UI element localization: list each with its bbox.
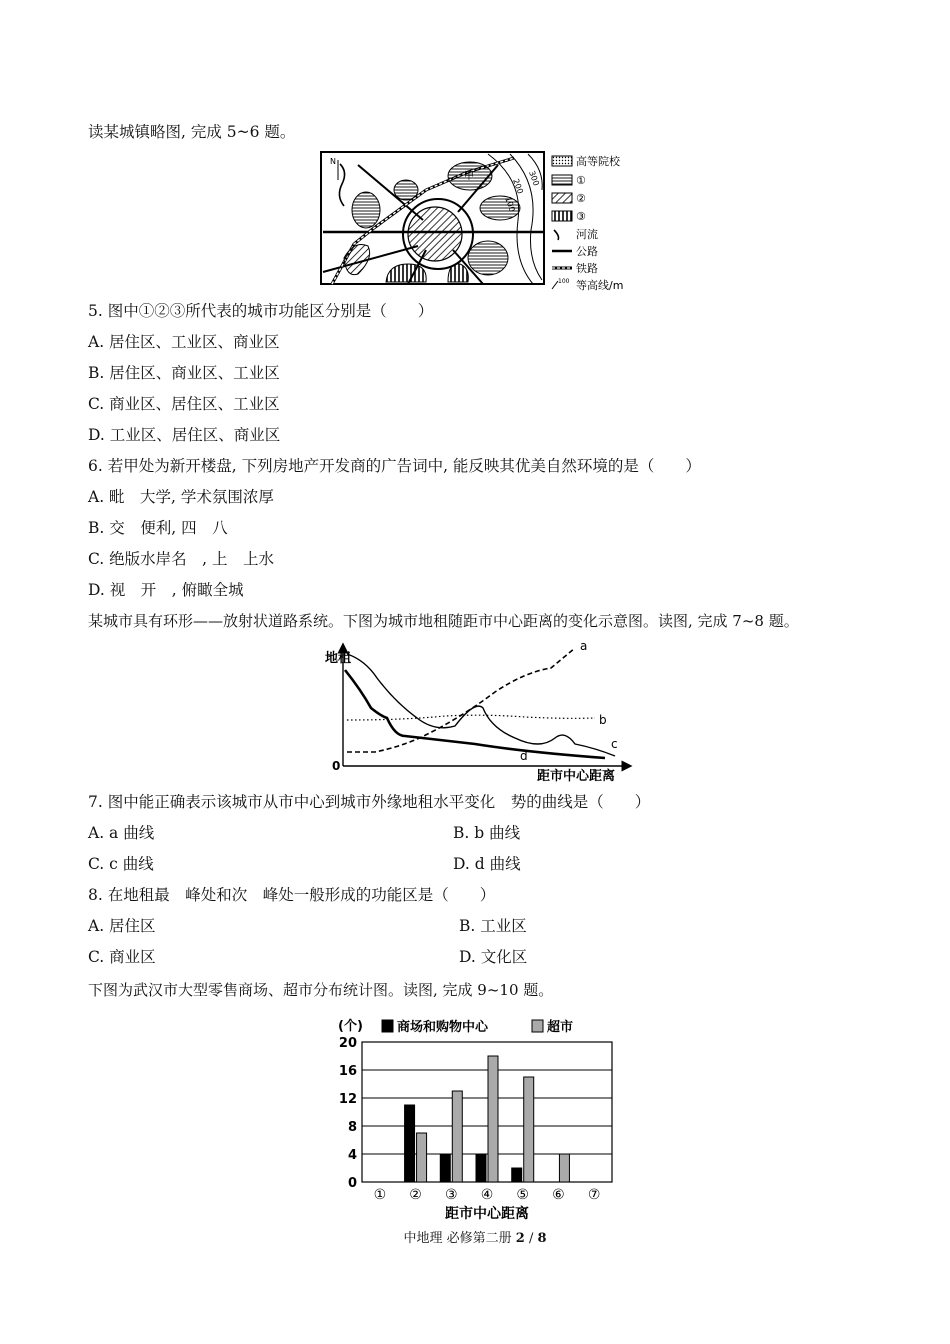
q5-option-d[interactable]: D. 工业区、居住区、商业区: [88, 426, 281, 444]
rent-chart: [325, 640, 635, 785]
legend-swatch: [382, 1020, 393, 1032]
rent-y-label: 地租: [325, 651, 352, 666]
y-axis-label: (个): [338, 1019, 363, 1034]
y-tick-label: 20: [338, 1036, 357, 1051]
q7-option-d[interactable]: D. d 曲线: [453, 855, 521, 873]
jia-label: 甲: [464, 171, 474, 182]
legend-swatch: [532, 1020, 543, 1032]
y-tick-label: 12: [338, 1092, 357, 1107]
x-category-label: ②: [409, 1187, 422, 1203]
q8-option-c[interactable]: C. 商业区: [88, 948, 156, 966]
curve-d-label: d: [520, 749, 528, 763]
intro-9-10: 下图为武汉市大型零售商场、超市分布统计图。读图, 完成 9~10 题。: [88, 981, 554, 999]
plot-frame: [362, 1042, 612, 1182]
residential-zone: [394, 180, 418, 200]
center-zone: [408, 207, 462, 261]
x-category-label: ④: [480, 1187, 494, 1203]
y-tick-label: 0: [347, 1176, 357, 1191]
x-category-label: ⑦: [587, 1187, 601, 1203]
intro-5-6: 读某城镇略图, 完成 5~6 题。: [88, 123, 296, 141]
q5-stem: 5. 图中①②③所代表的城市功能区分别是（ ）: [88, 302, 434, 320]
bar-supermarket: [417, 1133, 427, 1182]
contour-label: 300: [527, 169, 541, 188]
legend-label: 高等院校: [576, 155, 620, 168]
q7-option-b[interactable]: B. b 曲线: [453, 824, 521, 842]
legend-swatch-1: [552, 175, 572, 185]
q5-option-c[interactable]: C. 商业区、居住区、工业区: [88, 395, 280, 413]
bar-supermarket: [452, 1091, 462, 1182]
legend-label: 商场和购物中心: [397, 1020, 489, 1035]
page-footer: [0, 1227, 950, 1246]
q6-option-b[interactable]: B. 交 便利, 四 八: [88, 519, 228, 537]
bar-mall: [440, 1154, 450, 1182]
legend-label: ②: [576, 192, 586, 205]
rent-origin: 0: [332, 759, 341, 773]
curve-c-label: c: [611, 737, 618, 751]
legend-swatch-2: [552, 193, 572, 203]
page-total: 8: [537, 1231, 547, 1246]
page-sep: /: [528, 1231, 534, 1246]
north-label: N: [330, 157, 336, 166]
curve-a: [347, 648, 575, 752]
curve-a-label: a: [580, 640, 588, 653]
bar-supermarket: [524, 1077, 534, 1182]
intro-7-8: 某城市具有环形——放射状道路系统。下图为城市地租随距市中心距离的变化示意图。读图, 完成 7~8 题。: [88, 612, 799, 630]
q8-option-b[interactable]: B. 工业区: [459, 917, 527, 935]
bar-mall: [512, 1168, 522, 1182]
bar-mall: [476, 1154, 486, 1182]
q5-option-b[interactable]: B. 居住区、商业区、工业区: [88, 364, 280, 382]
legend-label: ③: [576, 210, 586, 223]
x-category-label: ⑤: [516, 1187, 529, 1203]
bar-supermarket: [559, 1154, 569, 1182]
contour-label: 200: [511, 177, 525, 196]
residential-zone: [468, 241, 508, 275]
q6-option-d[interactable]: D. 视 开 , 俯瞰全城: [88, 581, 244, 599]
q6-option-c[interactable]: C. 绝版水岸名 , 上 上水: [88, 550, 275, 568]
legend-label: 等高线/m: [576, 279, 624, 292]
legend-swatch-3: [552, 211, 572, 221]
q7-option-a[interactable]: A. a 曲线: [88, 824, 155, 842]
bar-mall: [405, 1105, 415, 1182]
legend-swatch-college: [552, 156, 572, 166]
rent-x-label: 距市中心距离: [537, 769, 616, 784]
legend-label: 铁路: [576, 262, 598, 275]
bar-supermarket: [488, 1056, 498, 1182]
legend-label: ①: [576, 174, 586, 187]
legend-label: 超市: [547, 1020, 574, 1035]
legend-river-icon: [554, 230, 559, 240]
footer-text: 中地理 必修第二册: [403, 1231, 512, 1246]
x-category-label: ③: [445, 1187, 458, 1203]
q7-option-c[interactable]: C. c 曲线: [88, 855, 154, 873]
legend-label: 河流: [576, 228, 598, 241]
y-tick-label: 4: [347, 1148, 357, 1163]
q8-stem: 8. 在地租最 峰处和次 峰处一般形成的功能区是（ ）: [88, 886, 496, 904]
residential-zone: [480, 196, 520, 220]
q8-option-a[interactable]: A. 居住区: [88, 917, 156, 935]
q6-stem: 6. 若甲处为新开楼盘, 下列房地产开发商的广告词中, 能反映其优美自然环境的是（ ）: [88, 457, 701, 475]
x-axis-label: 距市中心距离: [445, 1206, 529, 1222]
q8-option-d[interactable]: D. 文化区: [459, 948, 528, 966]
bar-chart: [330, 1012, 620, 1222]
page-number: 2: [515, 1231, 525, 1246]
legend-label: 公路: [576, 245, 598, 258]
q6-option-a[interactable]: A. 毗 大学, 学术氛围浓厚: [88, 488, 274, 506]
q5-option-a[interactable]: A. 居住区、工业区、商业区: [88, 333, 280, 351]
town-map: [318, 150, 638, 292]
residential-zone: [352, 192, 380, 228]
legend-contour-sample: 100: [558, 278, 570, 285]
curve-c: [347, 654, 615, 756]
y-tick-label: 16: [338, 1064, 357, 1079]
y-tick-label: 8: [347, 1120, 357, 1135]
x-category-label: ⑥: [552, 1187, 565, 1203]
x-category-label: ①: [373, 1187, 387, 1203]
curve-d: [345, 670, 605, 758]
q7-stem: 7. 图中能正确表示该城市从市中心到城市外缘地租水平变化 势的曲线是（ ）: [88, 793, 651, 811]
curve-b-label: b: [599, 713, 607, 727]
